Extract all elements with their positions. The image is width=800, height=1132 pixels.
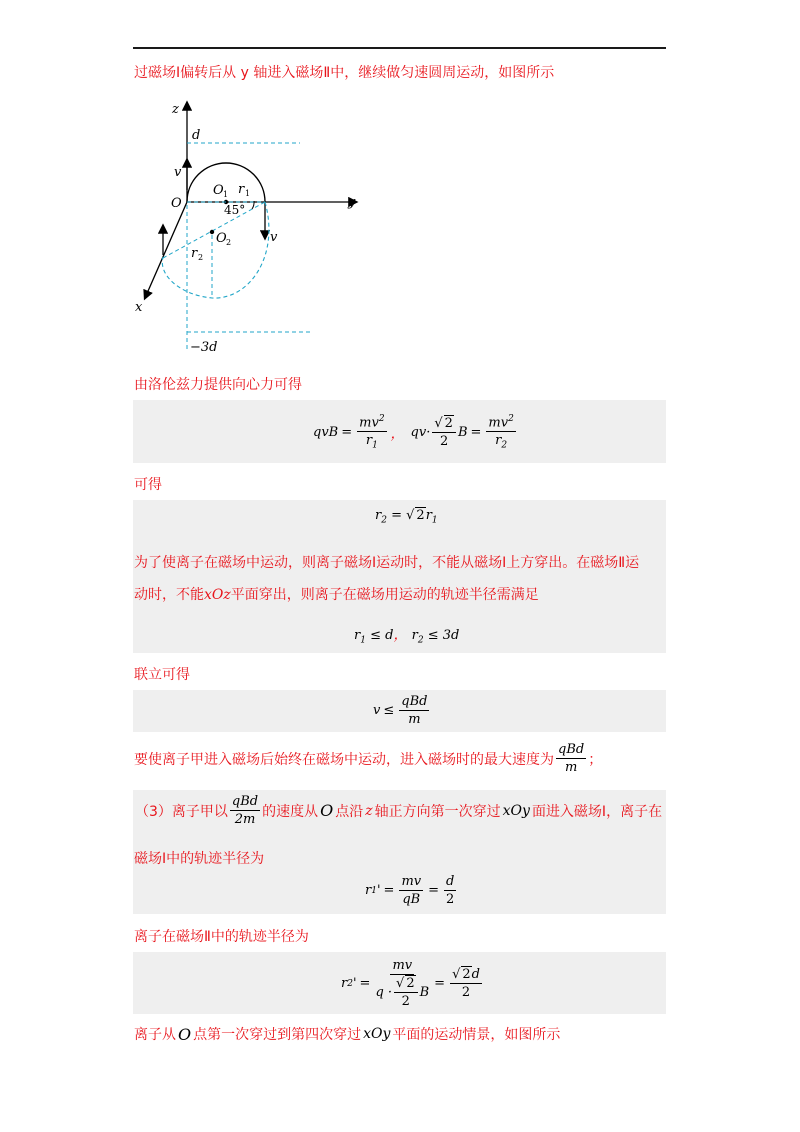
label-y: y: [348, 195, 356, 210]
label-v-down: v: [270, 230, 278, 245]
label-r2-sub: 2: [198, 253, 204, 262]
r2-equation: $r_2$ = √ $2r_1$: [375, 508, 438, 526]
label-o1: O: [213, 183, 224, 198]
eq-qv-dot: qv·: [410, 425, 431, 441]
label-v-up: v: [174, 165, 182, 180]
r1-prime-equation: r 1 ' = $\frac{mv}{qB}$ = $\frac{d}{2}$: [365, 874, 455, 907]
label-d: d: [192, 128, 201, 143]
label-x: x: [135, 300, 143, 315]
top-rule: [133, 47, 666, 49]
max-speed-line: 要使离子甲进入磁场后始终在磁场中运动，进入磁场时的最大速度为 $\frac{\text{qBd}}{m}$ ；: [134, 742, 603, 775]
intro-line: 过磁场Ⅰ偏转后从 y 轴进入磁场Ⅱ中，继续做匀速圆周运动，如图所示: [134, 65, 555, 81]
o2-point: [210, 230, 214, 234]
text-lianli: 联立可得: [134, 667, 190, 683]
label-o2-sub: 2: [226, 238, 232, 247]
last-line: 离子从 O 点第一次穿过到第四次穿过 xOy 平面的运动情景，如图所示: [134, 1024, 561, 1044]
comma-1: ，: [390, 425, 405, 442]
trajectory-figure: [130, 95, 380, 360]
x-axis: [145, 202, 187, 298]
frac-mv2-r2: $\frac{mv^2}{r_2}$: [488, 414, 514, 451]
label-r2: r: [191, 246, 198, 261]
part3-line1: （3）离子甲以 $\frac{\text{qBd}}{2m}$ 的速度从 O 点沿 z 轴正方向第一次穿过 xOy 面进入磁场Ⅰ，离子在: [135, 794, 663, 827]
label-r1: r: [238, 182, 245, 197]
equation-box-1: [133, 400, 666, 463]
equation-box-5: [133, 952, 666, 1014]
paragraph-condition-line2: 动时，不能xOz平面穿出，则离子在磁场用运动的轨迹半径需满足: [134, 587, 539, 603]
label-45: 45°: [224, 203, 246, 217]
label-z: z: [172, 102, 179, 117]
eq-equals: =: [341, 425, 353, 441]
paragraph-condition-line1: 为了使离子在磁场中运动，则离子磁场Ⅰ运动时，不能从磁场Ⅰ上方穿出。在磁场Ⅱ运: [134, 555, 640, 571]
eq-qvb: qvB: [313, 425, 339, 441]
lorentz-equations: [313, 412, 518, 454]
label-o2: O: [216, 231, 227, 246]
label-o1-sub: 1: [223, 190, 229, 199]
inequalities: $r_1 \le d$， $r_2 \le 3d$: [354, 627, 460, 646]
label-neg3d: −3d: [190, 340, 218, 355]
equation-box-2: [133, 500, 666, 653]
part3-line2: 磁场Ⅰ中的轨迹半径为: [134, 851, 265, 867]
eq-equals-2: =: [470, 425, 482, 441]
equation-box-4: [133, 790, 666, 914]
max-speed-inequality: v ≤ $\frac{\text{qBd}}{m}$: [373, 694, 428, 727]
text-kede: 可得: [134, 477, 162, 493]
max-speed-frac: $\frac{\text{qBd}}{m}$: [558, 742, 585, 775]
label-o: O: [171, 196, 182, 211]
eq-b: B: [457, 425, 468, 441]
equation-box-3: [133, 690, 666, 732]
frac-sqrt2-2: $\frac{√ 2}{2}$: [432, 416, 456, 449]
text-lorentz: 由洛伦兹力提供向心力可得: [134, 377, 302, 393]
label-r1-sub: 1: [245, 189, 251, 198]
r2-prime-equation: r 2 ' = mv q · $\frac{√ 2}{2}$ B = $\frac{√ 2d}{2}$: [341, 958, 480, 1009]
frac-mv2-r1: $\frac{mv^2}{r_1}$: [359, 414, 385, 451]
text-r2-intro: 离子在磁场Ⅱ中的轨迹半径为: [134, 929, 309, 945]
